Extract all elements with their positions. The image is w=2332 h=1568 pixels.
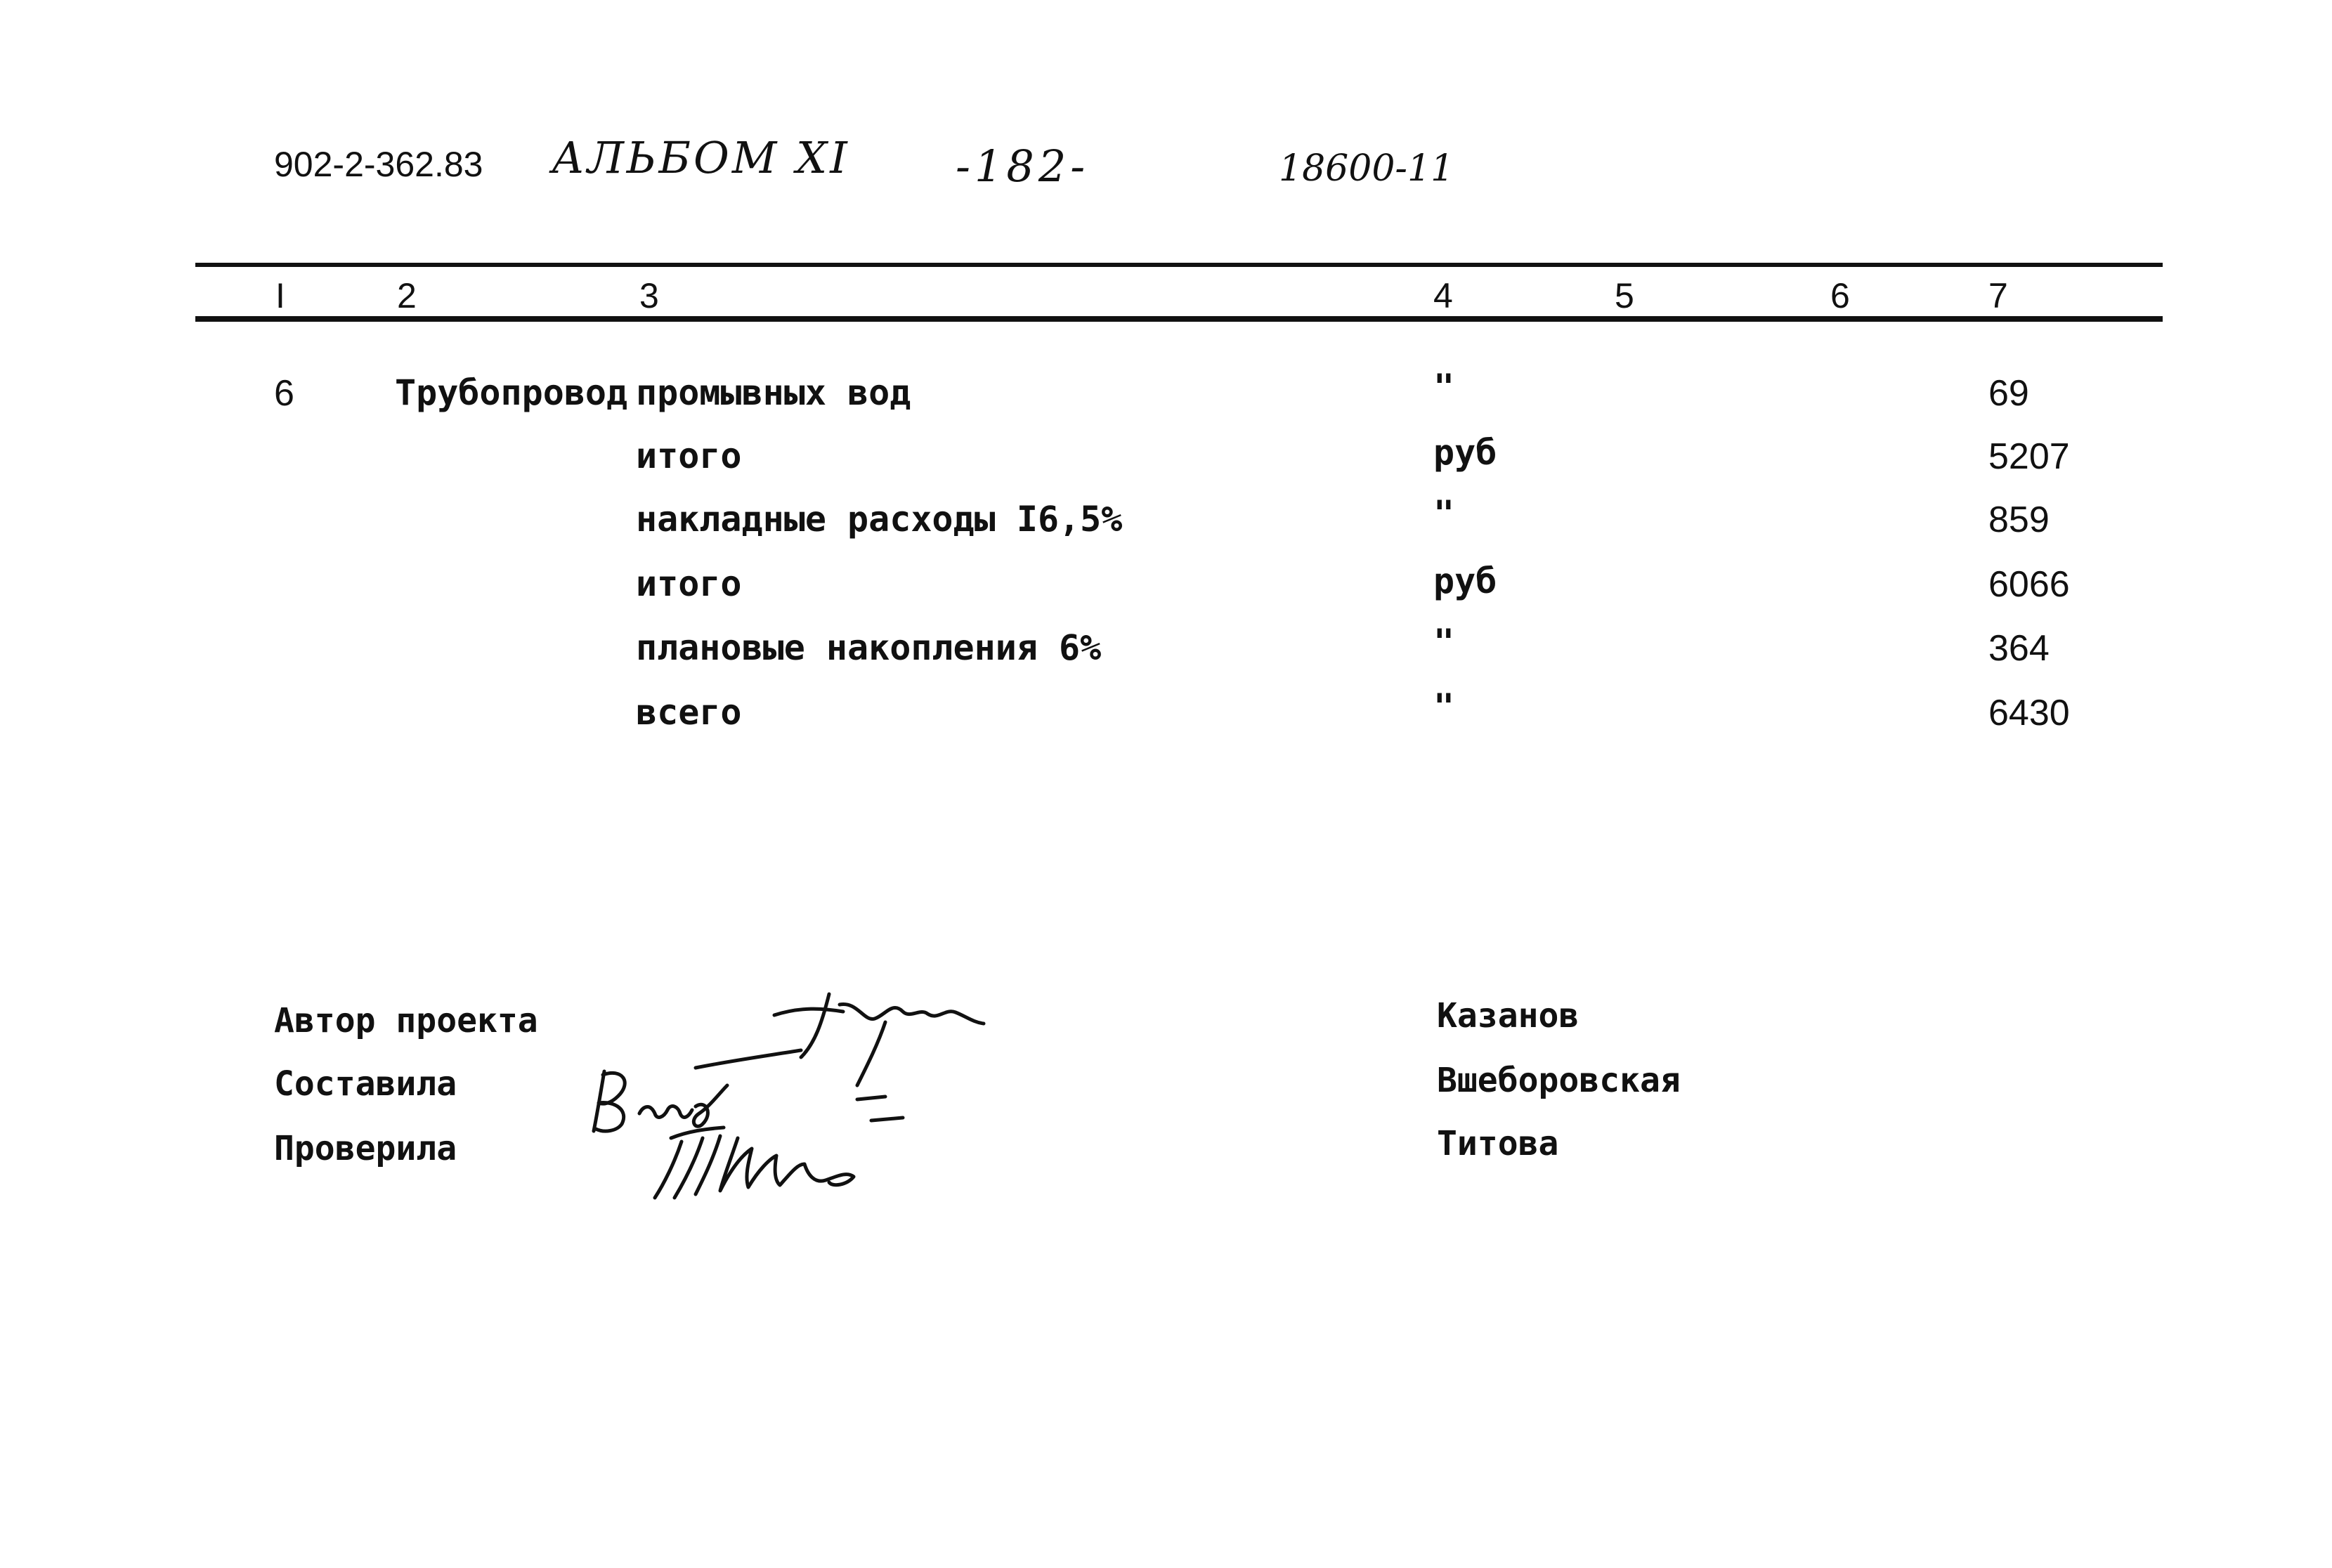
column-header-1: I xyxy=(275,276,285,315)
row-unit: руб xyxy=(1433,432,1497,473)
row-description: итого xyxy=(636,563,742,604)
row-description: промывных вод xyxy=(636,372,911,413)
row-unit: " xyxy=(1433,622,1455,662)
signature-role: Автор проекта xyxy=(274,1001,538,1040)
table-top-rule xyxy=(195,263,2163,267)
row-value: 6066 xyxy=(1988,564,2070,605)
row-value: 364 xyxy=(1988,628,2050,669)
signature-name: Казанов xyxy=(1437,996,1579,1035)
row-value: 5207 xyxy=(1988,436,2070,477)
table-header-rule xyxy=(195,316,2163,322)
row-unit: " xyxy=(1433,493,1455,534)
row-description: всего xyxy=(636,692,742,733)
row-unit: " xyxy=(1433,686,1455,727)
row-name: Трубопровод xyxy=(395,372,628,413)
column-header-6: 6 xyxy=(1830,276,1850,315)
column-header-5: 5 xyxy=(1615,276,1634,315)
page-number: -182- xyxy=(956,141,1090,192)
row-index: 6 xyxy=(274,373,294,414)
column-header-2: 2 xyxy=(397,276,417,315)
row-value: 6430 xyxy=(1988,693,2070,733)
document-code: 902-2-362.83 xyxy=(274,145,483,184)
signature-mark-checker xyxy=(655,1128,854,1198)
handwritten-signatures xyxy=(590,980,1096,1212)
row-unit: " xyxy=(1433,367,1455,407)
album-label: АЛЬБОМ XI xyxy=(552,132,850,183)
row-value: 859 xyxy=(1988,499,2050,540)
column-header-4: 4 xyxy=(1433,276,1453,315)
row-value: 69 xyxy=(1988,373,2029,414)
inventory-number: 18600-11 xyxy=(1279,148,1454,190)
column-header-3: 3 xyxy=(639,276,659,315)
signature-role: Составила xyxy=(274,1064,457,1104)
row-description: накладные расходы I6,5% xyxy=(636,499,1123,540)
signature-mark-author xyxy=(774,994,984,1085)
signature-role: Проверила xyxy=(274,1129,457,1168)
column-header-7: 7 xyxy=(1988,276,2008,315)
signature-name: Вшеборовская xyxy=(1437,1061,1681,1100)
signature-mark-compiler xyxy=(594,1071,727,1131)
row-description: плановые накопления 6% xyxy=(636,627,1102,668)
signature-name: Титова xyxy=(1437,1124,1559,1163)
row-unit: руб xyxy=(1433,561,1497,601)
row-description: итого xyxy=(636,436,742,476)
